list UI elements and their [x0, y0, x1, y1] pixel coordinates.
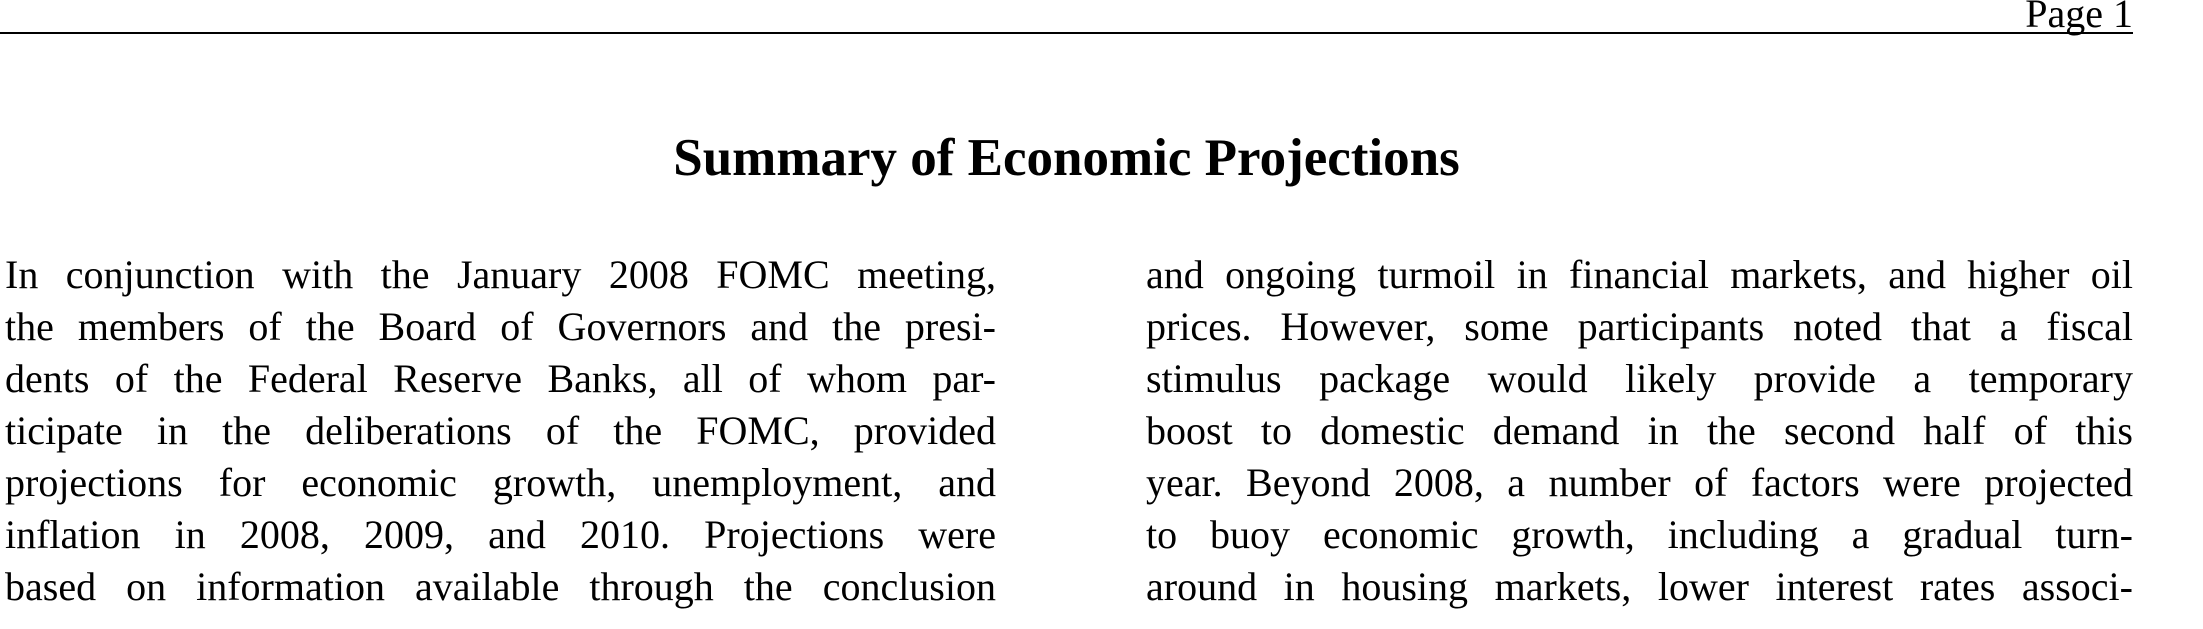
paragraph-line: to buoy economic growth, including a gradual turn- — [1146, 512, 2133, 557]
document-title: Summary of Economic Projections — [673, 129, 1460, 187]
paragraph-line: prices. However, some participants noted that a fiscal — [1146, 304, 2133, 349]
right-column — [1146, 249, 2133, 613]
paragraph-line: projections for economic growth, unemployment, and — [5, 460, 996, 505]
paragraph-line: inflation in 2008, 2009, and 2010. Projections were — [5, 512, 996, 557]
paragraph-line: the members of the Board of Governors and the presi- — [5, 304, 996, 349]
paragraph-line: boost to domestic demand in the second half of this — [1146, 408, 2133, 453]
paragraph-line: In conjunction with the January 2008 FOMC meeting, — [5, 252, 996, 297]
header-rule — [0, 32, 2133, 34]
left-column — [5, 249, 996, 613]
paragraph-line: dents of the Federal Reserve Banks, all of whom par- — [5, 356, 996, 401]
paragraph-line: ticipate in the deliberations of the FOMC, provided — [5, 408, 996, 453]
paragraph-line: around in housing markets, lower interest rates associ- — [1146, 564, 2133, 609]
paragraph-line: stimulus package would likely provide a temporary — [1146, 356, 2133, 401]
page-number: Page 1 — [2025, 0, 2133, 36]
paragraph-line: year. Beyond 2008, a number of factors were projected — [1146, 460, 2133, 505]
paragraph-line: and ongoing turmoil in financial markets, and higher oil — [1146, 252, 2133, 297]
paragraph-line: based on information available through the conclusion — [5, 564, 996, 609]
